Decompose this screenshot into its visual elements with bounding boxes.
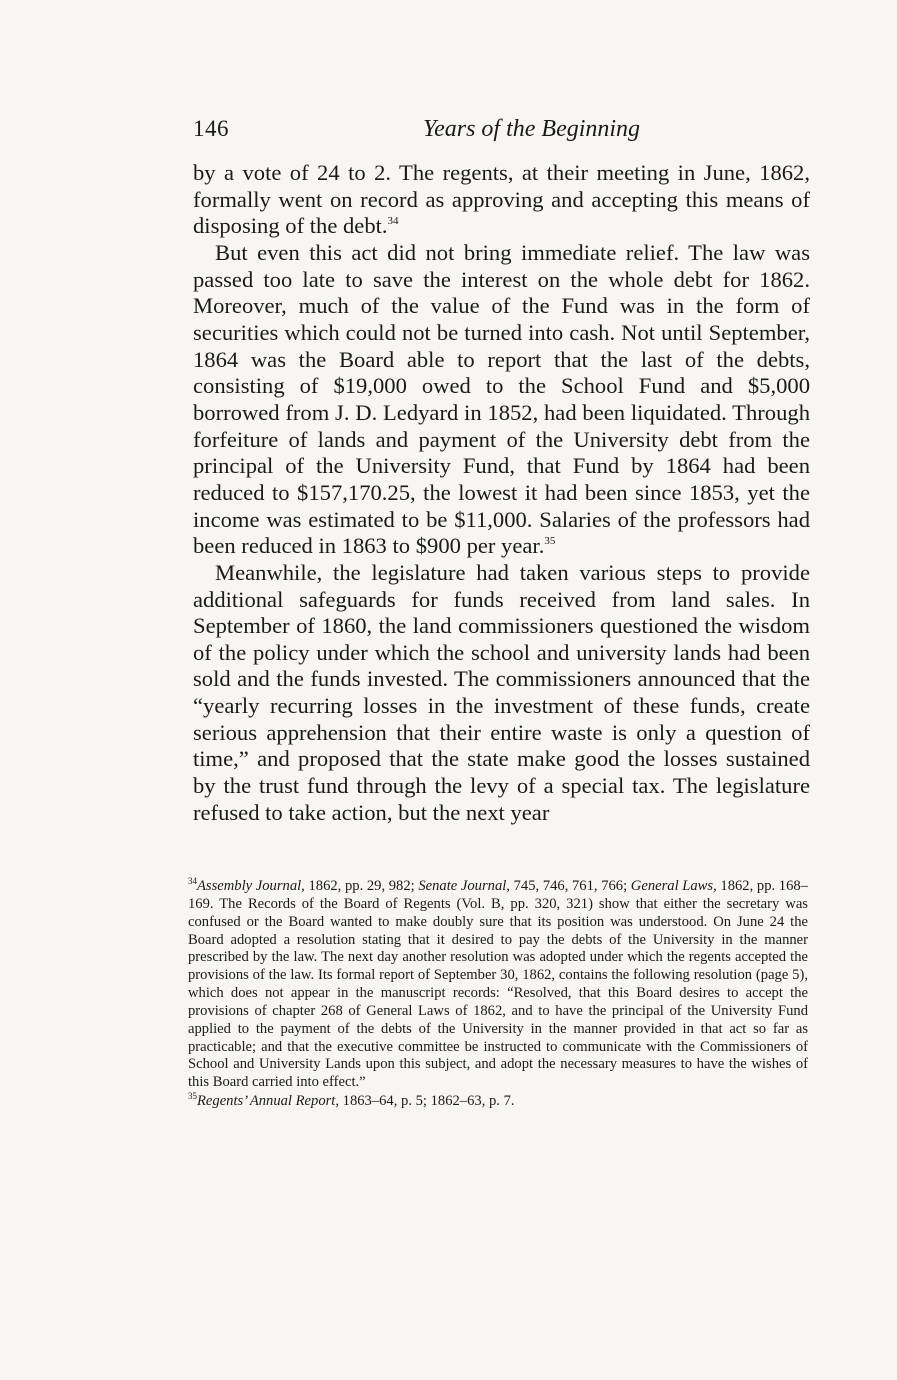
footnote-34-mark: 34 [188,876,197,886]
footnote-35 [188,1093,808,1111]
paragraph-3-text: Meanwhile, the legislature had taken various steps to provide additional safeguards for funds received from land sales. In September of 1860, the land commissioners questioned the wisdom of the policy under which the school and university lands had been sold and the funds invested. The commissioners announced that the “yearly recurring losses in the investment of these funds, create serious apprehension that their entire waste is only a question of time,” and proposed that the state make good the losses sustained by the trust fund through the levy of a special tax. The legislature refused to take action, but the next year [193,559,810,825]
body-text [193,160,810,826]
footnote-34 [188,878,808,1092]
footnote-34-source-1: Assembly Journal, [197,878,305,894]
page-header [193,116,810,146]
footnote-34-source-3: General Laws, [630,878,717,894]
footnote-34-text-1: 1862, pp. 29, 982; [304,878,419,894]
footnote-34-source-2: Senate Journal, [418,878,510,894]
paragraph-1-text: by a vote of 24 to 2. The regents, at their meeting in June, 1862, formally went on record as approving and accepting this means of disposing of the debt. [193,160,810,239]
page-number: 146 [193,116,229,141]
footnote-ref-35[interactable]: 35 [544,535,556,548]
paragraph-3 [193,560,810,827]
footnote-35-mark: 35 [188,1091,197,1102]
footnote-35-text-1: 1863–64, p. 5; 1862–63, p. 7. [339,1093,515,1110]
footnote-34-text-3: 1862, pp. 168–169. The Records of the Board of Regents (Vol. B, pp. 320, 321) show that either the secretary was confused or the Board wanted to make doubly sure that its position was understood. On June 24 the Board adopted a resolution stating that it desired to pay the debts of the University in the manner prescribed by the law. The next day another resolution was adopted under which the regents accepted the provisions of the law. Its formal report of September 30, 1862, contains the following resolution (page 5), which does not appear in the manuscript records: “Resolved, that this Board desires to accept the provisions of chapter 268 of General Laws of 1862, and to have the principal of the University Fund applied to the payment of the debts of the University in the manner provided in that act so far as practicable; and that the executive committee be instructed to communicate with the Commissioners of School and University Lands upon this subject, and adopt the necessary measures to have the wishes of this Board carried into effect.” [188,878,808,1091]
running-title: Years of the Beginning [422,116,641,142]
paragraph-2 [193,240,810,560]
footnote-34-text-2: 745, 746, 761, 766; [509,878,631,894]
footnote-35-source-1: Regents’ Annual Report, [197,1093,339,1110]
paragraph-2-text: But even this act did not bring immediate relief. The law was passed too late to save the interest on the whole debt for 1862. Moreover, much of the value of the Fund was in the form of securities which could not be turned into cash. Not until September, 1864 was the Board able to report that the last of the debts, consisting of $19,000 owed to the School Fund and $5,000 borrowed from J. D. Ledyard in 1852, had been liquidated. Through forfeiture of lands and payment of the University debt from the principal of the University Fund, that Fund by 1864 had been reduced to $157,170.25, the lowest it had been since 1853, yet the income was estimated to be $11,000. Salaries of the professors had been reduced in 1863 to $900 per year. [193,239,810,559]
footnotes [188,878,808,1111]
paragraph-1 [193,160,810,240]
footnote-ref-34[interactable]: 34 [387,215,399,228]
